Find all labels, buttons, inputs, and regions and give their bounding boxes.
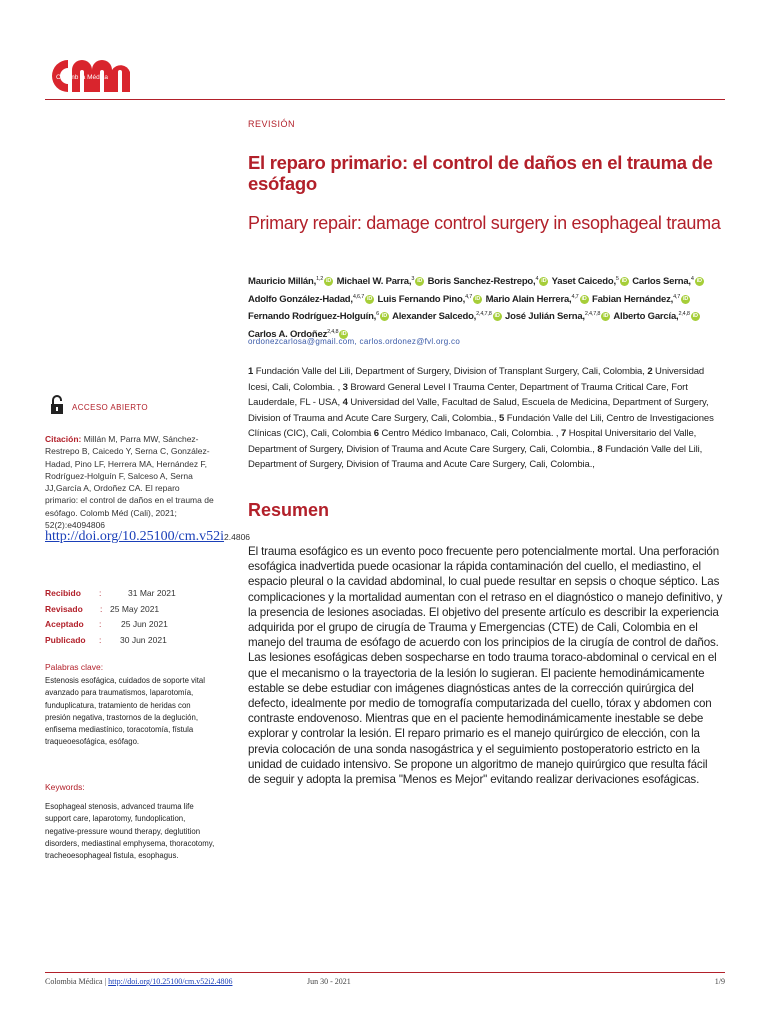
- orcid-icon[interactable]: iD: [367, 295, 373, 302]
- date-label: Recibido: [45, 588, 81, 598]
- orcid-icon[interactable]: iD: [603, 313, 609, 320]
- footer-doi-link[interactable]: http://doi.org/10.25100/cm.v52i2.4806: [108, 977, 233, 986]
- date-separator: :: [99, 619, 102, 629]
- author-affiliation-sup: 3: [411, 276, 415, 282]
- page-footer: [45, 977, 725, 986]
- affiliation-number: 8: [597, 443, 603, 455]
- citation-block: [45, 433, 251, 545]
- title-spanish: El reparo primario: el control de daños en el trauma de esófago: [248, 152, 713, 194]
- header-rule: [45, 99, 725, 100]
- logo-brand-text: Colomb ia Médica: [56, 74, 109, 81]
- affiliation-text: Fundación Valle del Lili, Department of Surgery, Division of Transplant Surgery, Cali, Colombia,: [253, 366, 648, 377]
- author-affiliation-sup: 4,7: [571, 293, 579, 300]
- affiliation-text: Fundación Valle del Lili, Centro de Investigaciones Clínicas (CIC), Cali, Colombia: [248, 412, 714, 439]
- orcid-icon[interactable]: iD: [581, 295, 587, 302]
- author-affiliation-sup: 4,7: [673, 293, 681, 300]
- orcid-icon[interactable]: iD: [541, 278, 547, 285]
- orcid-icon[interactable]: iD: [341, 331, 347, 338]
- orcid-icon[interactable]: iD: [326, 278, 332, 285]
- footer-rule: [45, 972, 725, 973]
- date-row: [45, 617, 225, 633]
- keywords-es: Estenosis esofágica, cuidados de soporte vital avanzado para traumatismos, laparotomía, funduplicatura, tratamiento de heridas con presión negativa, trastornos de la deglución, enfisema mediastínico, toracotomía, fístula traqueoesofágica, esófago.: [45, 676, 205, 747]
- orcid-icon[interactable]: iD: [692, 313, 698, 320]
- dates-block: [45, 586, 225, 648]
- orcid-icon[interactable]: iD: [621, 278, 627, 285]
- author-name: Adolfo González-Hadad,$^{4,6,7}$ iD: [248, 293, 373, 305]
- orcid-icon[interactable]: iD: [696, 278, 702, 285]
- section-label: REVISIÓN: [248, 119, 296, 129]
- date-separator: :: [99, 588, 102, 598]
- affiliations: [248, 364, 718, 473]
- date-row: [45, 586, 225, 602]
- date-value: 31 Mar 2021: [128, 588, 176, 598]
- author-name: Yaset Caicedo,$^5$ iD: [551, 276, 627, 288]
- page-number: 1/9: [714, 977, 725, 986]
- author-name: Mauricio Millán,$^{1,2}$ iD: [248, 276, 332, 288]
- keywords-en-title: Keywords:: [45, 782, 85, 792]
- cm-logo-mark: [44, 50, 134, 100]
- author-name: Michael W. Parra,$^3$ iD: [336, 276, 423, 288]
- date-value: 30 Jun 2021: [120, 634, 167, 645]
- date-label: Publicado: [45, 634, 86, 645]
- date-label: Revisado: [45, 603, 83, 614]
- author-affiliation-sup: 6: [376, 311, 379, 318]
- citation-text: Millán M, Parra MW, Sánchez-Restrepo B, Caicedo Y, Serna C, González-Hadad, Pino LF, Herrera MA, Hernández F, Rodríguez-Holguín F, Salceso A, Serna JJ,García A, Ordoñez CA. El reparo primario: el control de daños en el trauma de esófago. Colomb Méd (Cali), 2021; 52(2):e4094806: [45, 434, 214, 531]
- orcid-icon[interactable]: iD: [475, 295, 481, 302]
- author-name: Luis Fernando Pino,$^{4,7}$ iD: [377, 293, 481, 305]
- affiliation-text: Universidad del Valle, Facultad de Salud, Escuela de Medicina, Department of Surgery, Division of Trauma and Acute Care Surgery, Cali, Colombia.,: [248, 397, 709, 424]
- date-value: 25 Jun 2021: [121, 619, 168, 629]
- author-affiliation-sup: 4: [690, 276, 694, 282]
- author-emails[interactable]: ordonezcarlosa@gmail.com, carlos.ordonez@fvl.org.co: [248, 337, 461, 346]
- affiliation-text: Centro Médico Imbanaco, Cali, Colombia. ,: [378, 428, 561, 439]
- author-affiliation-sup: 2,4,7,8: [476, 311, 492, 318]
- affiliation-number: 7: [561, 428, 567, 439]
- author-list: [248, 272, 728, 343]
- keywords-en: Esophageal stenosis, advanced trauma life support care, laparotomy, fundoplication, negative-pressure wound therapy, deglutition disorders, mediastinal emphysema, thoracotomy, tracheoesophageal fistula, esophagus.: [45, 802, 215, 861]
- date-label: Aceptado: [45, 619, 84, 629]
- author-affiliation-sup: 4: [535, 276, 539, 282]
- author-name: Fernando Rodríguez-Holguín,$^6$ iD: [248, 311, 388, 323]
- open-access-label: ACCESO ABIERTO: [72, 403, 148, 412]
- author-name: Alberto García,$^{2,4,8}$ iD: [613, 311, 698, 323]
- date-separator: :: [100, 603, 103, 614]
- colombia-medica-logo: [44, 50, 134, 100]
- author-name: Fabian Hernández,$^{4,7}$ iD: [592, 293, 689, 305]
- date-row: [45, 602, 225, 618]
- date-row: [45, 633, 225, 649]
- affiliation-number: 4: [342, 397, 348, 408]
- title-english: Primary repair: damage control surgery in esophageal trauma: [248, 213, 721, 233]
- author-affiliation-sup: 2,4,8: [327, 328, 339, 335]
- date-separator: :: [99, 634, 102, 645]
- citation-label: Citación:: [45, 434, 82, 444]
- author-name: Carlos A. Ordoñez$^{2,4,8}$ iD: [248, 328, 347, 341]
- orcid-icon[interactable]: iD: [683, 295, 689, 302]
- affiliation-number: 6: [373, 428, 379, 439]
- author-name: Carlos Serna,$^4$ iD: [632, 276, 702, 288]
- footer-journal: Colombia Médica |: [45, 977, 109, 986]
- author-affiliation-sup: 4,6,7: [352, 293, 365, 300]
- author-name: Alexander Salcedo,$^{2,4,7,8}$ iD: [392, 311, 500, 323]
- author-name: José Julián Serna,$^{2,4,7,8}$ iD: [505, 311, 609, 323]
- open-access-lock-icon: [50, 395, 64, 415]
- author-affiliation-sup: 5: [615, 276, 619, 282]
- author-affiliation-sup: 2,4,8: [678, 311, 690, 318]
- affiliation-text: Universidad Icesi, Cali, Colombia. ,: [248, 366, 705, 393]
- affiliation-number: 2: [647, 366, 653, 377]
- abstract-text: El trauma esofágico es un evento poco frecuente pero potencialmente mortal. Una perforación esofágica inadvertida puede ocasionar la rápida contaminación del cuello, el mediastino, el espacio pleural o la cavidad abdominal, lo cual puede resultar en sepsis o choque séptico. Las complicaciones y la mortalidad aumentan con el retraso en el diagnóstico o manejo definitivo, y la presencia de lesiones asociadas. El objetivo del presente artículo es describir la experiencia adquirida por el grupo de cirugía de Trauma y Emergencias (CTE) de Cali, Colombia en el manejo del trauma de esófago de acuerdo con los principios de la cirugía de control de daños. Las lesiones esofágicas deben sospecharse en todo trauma toraco-abdominal o cervical en el que el mecanismo o la trayectoria de la lesión lo sugieran. El paciente hemodinámicamente estable se debe estudiar con imágenes diagnósticas antes de la corrección quirúrgica del defecto, idealmente por medio de tomografía computarizada del cuello, tórax y abdomen con contraste endovenoso. Mientras que en el paciente hemodinámicamente inestable se debe explorar y controlar la lesión. El reparo primario es el manejo quirúrgico de elección, con la previa colocación de una sonda nasogástrica y el seguimiento postoperatorio estricto en la unidad de cuidado intensivo. Se propone un algoritmo de manejo quirúrgico que resulta fácil de seguir y adopta la premisa "Menos es Mejor" evitando realizar derivaciones esofágicas.: [248, 545, 723, 787]
- date-value: 25 May 2021: [110, 603, 160, 614]
- author-affiliation-sup: 4,7: [465, 293, 473, 300]
- affiliation-number: 3: [342, 381, 348, 393]
- keywords-es-title: Palabras clave:: [45, 662, 104, 672]
- abstract-heading: Resumen: [248, 500, 330, 520]
- affiliation-text: Hospital Universitario del Valle, Department of Surgery, Division of Trauma and Acute Care Surgery, Cali, Colombia.,: [248, 428, 697, 455]
- author-affiliation-sup: 1,2: [316, 276, 324, 282]
- affiliation-text: Broward General Level I Trauma Center, Department of Trauma Critical Care, Fort Lauderdale, FL - USA,: [248, 381, 688, 408]
- footer-date: Jun 30 - 2021: [307, 977, 351, 986]
- citation-doi-link[interactable]: http://doi.org/10.25100/cm.v52i: [45, 529, 225, 545]
- author-affiliation-sup: 2,4,7,8: [584, 311, 601, 318]
- orcid-icon[interactable]: iD: [381, 313, 388, 320]
- affiliation-number: 1: [248, 366, 254, 377]
- affiliation-number: 5: [498, 412, 505, 424]
- orcid-icon[interactable]: iD: [494, 313, 500, 320]
- author-name: Boris Sanchez-Restrepo,$^4$ iD: [427, 276, 547, 288]
- citation-tail: 2.4806: [224, 532, 251, 543]
- affiliation-text: Fundación Valle del Lili, Department of Surgery, Division of Trauma and Acute Care Surgery, Cali, Colombia.,: [248, 443, 703, 470]
- author-name: Mario Alain Herrera,$^{4,7}$ iD: [485, 293, 587, 305]
- orcid-icon[interactable]: iD: [417, 278, 423, 285]
